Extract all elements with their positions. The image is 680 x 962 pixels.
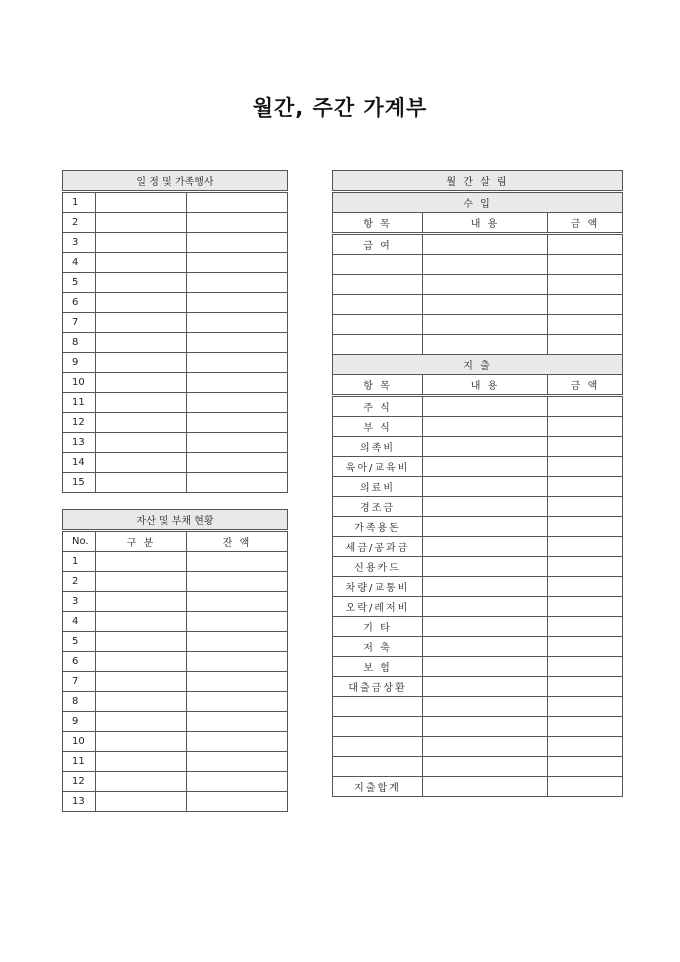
- income-item-label: [333, 275, 423, 295]
- expense-content-cell: [423, 417, 548, 437]
- expense-item-label: 저 축: [333, 637, 423, 657]
- expense-content-cell: [423, 577, 548, 597]
- income-content-cell: [423, 295, 548, 315]
- expense-content-cell: [423, 437, 548, 457]
- assets-category-cell: [96, 792, 187, 812]
- schedule-event-cell: [187, 393, 288, 413]
- monthly-table: [332, 170, 623, 797]
- income-item-label: [333, 335, 423, 355]
- row-number: 6: [63, 652, 96, 672]
- expense-item-label: 주 식: [333, 396, 423, 417]
- expense-amount-cell: [548, 577, 623, 597]
- assets-row: [63, 712, 288, 732]
- schedule-header: 일 정 및 가족행사: [63, 171, 288, 192]
- row-number: 14: [63, 453, 96, 473]
- row-number: 2: [63, 213, 96, 233]
- schedule-date-cell: [96, 273, 187, 293]
- income-item-label: [333, 315, 423, 335]
- expense-content-cell: [423, 497, 548, 517]
- schedule-event-cell: [187, 373, 288, 393]
- schedule-date-cell: [96, 233, 187, 253]
- expense-row: [333, 437, 623, 457]
- schedule-date-cell: [96, 393, 187, 413]
- expense-content-cell: [423, 597, 548, 617]
- row-number: 5: [63, 632, 96, 652]
- schedule-event-cell: [187, 413, 288, 433]
- expense-amount-cell: [548, 777, 623, 797]
- expense-content-cell: [423, 717, 548, 737]
- schedule-event-cell: [187, 333, 288, 353]
- income-row: [333, 255, 623, 275]
- schedule-date-cell: [96, 313, 187, 333]
- schedule-event-cell: [187, 213, 288, 233]
- assets-balance-cell: [187, 612, 288, 632]
- schedule-event-cell: [187, 192, 288, 213]
- assets-category-cell: [96, 632, 187, 652]
- row-number: 12: [63, 772, 96, 792]
- schedule-event-cell: [187, 433, 288, 453]
- expense-row: [333, 497, 623, 517]
- expense-content-cell: [423, 537, 548, 557]
- expense-content-cell: [423, 697, 548, 717]
- assets-category-cell: [96, 652, 187, 672]
- schedule-row: [63, 373, 288, 393]
- expense-item-label: 부 식: [333, 417, 423, 437]
- expense-amount-cell: [548, 657, 623, 677]
- expense-item-label: [333, 757, 423, 777]
- expense-row: [333, 557, 623, 577]
- assets-balance-cell: [187, 632, 288, 652]
- expense-content-cell: [423, 617, 548, 637]
- expense-amount-cell: [548, 757, 623, 777]
- assets-balance-cell: [187, 752, 288, 772]
- income-amount-cell: [548, 315, 623, 335]
- expense-amount-cell: [548, 497, 623, 517]
- expense-item-label: 차량/교통비: [333, 577, 423, 597]
- expense-col-content: 내 용: [423, 375, 548, 396]
- income-row: [333, 275, 623, 295]
- schedule-date-cell: [96, 373, 187, 393]
- schedule-row: [63, 453, 288, 473]
- expense-item-label: 기 타: [333, 617, 423, 637]
- expense-item-label: 신용카드: [333, 557, 423, 577]
- income-content-cell: [423, 315, 548, 335]
- expense-row: [333, 396, 623, 417]
- assets-row: [63, 652, 288, 672]
- schedule-event-cell: [187, 293, 288, 313]
- expense-amount-cell: [548, 537, 623, 557]
- row-number: 6: [63, 293, 96, 313]
- expense-col-item: 항 목: [333, 375, 423, 396]
- expense-amount-cell: [548, 637, 623, 657]
- expense-columns-row: [333, 375, 623, 396]
- expense-item-label: 의족비: [333, 437, 423, 457]
- schedule-date-cell: [96, 192, 187, 213]
- schedule-table: [62, 170, 288, 493]
- assets-category-cell: [96, 572, 187, 592]
- expense-content-cell: [423, 457, 548, 477]
- row-number: 12: [63, 413, 96, 433]
- assets-row: [63, 632, 288, 652]
- row-number: 2: [63, 572, 96, 592]
- schedule-date-cell: [96, 473, 187, 493]
- row-number: 7: [63, 313, 96, 333]
- schedule-date-cell: [96, 253, 187, 273]
- income-row: [333, 234, 623, 255]
- income-content-cell: [423, 275, 548, 295]
- income-row: [333, 315, 623, 335]
- assets-row: [63, 572, 288, 592]
- assets-balance-cell: [187, 772, 288, 792]
- expense-row: [333, 777, 623, 797]
- schedule-row: [63, 192, 288, 213]
- expense-row: [333, 517, 623, 537]
- income-item-label: 급 여: [333, 234, 423, 255]
- assets-balance-cell: [187, 692, 288, 712]
- expense-item-label: [333, 697, 423, 717]
- assets-balance-cell: [187, 672, 288, 692]
- expense-item-label: [333, 737, 423, 757]
- expense-row: [333, 597, 623, 617]
- expense-row: [333, 417, 623, 437]
- row-number: 8: [63, 692, 96, 712]
- schedule-row: [63, 313, 288, 333]
- expense-item-label: 세금/공과금: [333, 537, 423, 557]
- assets-category-cell: [96, 552, 187, 572]
- assets-col-no: No.: [63, 531, 96, 552]
- expense-content-cell: [423, 396, 548, 417]
- assets-header: 자산 및 부채 현황: [63, 510, 288, 531]
- expense-col-amount: 금 액: [548, 375, 623, 396]
- expense-amount-cell: [548, 617, 623, 637]
- expense-item-label: 의료비: [333, 477, 423, 497]
- assets-balance-cell: [187, 652, 288, 672]
- assets-row: [63, 732, 288, 752]
- assets-balance-cell: [187, 572, 288, 592]
- schedule-date-cell: [96, 333, 187, 353]
- assets-row: [63, 792, 288, 812]
- income-row: [333, 335, 623, 355]
- schedule-date-cell: [96, 433, 187, 453]
- expense-row: [333, 617, 623, 637]
- schedule-row: [63, 353, 288, 373]
- schedule-event-cell: [187, 453, 288, 473]
- schedule-event-cell: [187, 473, 288, 493]
- schedule-event-cell: [187, 253, 288, 273]
- assets-row: [63, 772, 288, 792]
- assets-category-cell: [96, 772, 187, 792]
- expense-item-label: 육아/교육비: [333, 457, 423, 477]
- row-number: 9: [63, 353, 96, 373]
- expense-header: 지 출: [333, 355, 623, 375]
- expense-amount-cell: [548, 457, 623, 477]
- income-amount-cell: [548, 275, 623, 295]
- income-content-cell: [423, 234, 548, 255]
- schedule-date-cell: [96, 413, 187, 433]
- row-number: 3: [63, 233, 96, 253]
- expense-content-cell: [423, 477, 548, 497]
- assets-category-cell: [96, 592, 187, 612]
- schedule-row: [63, 253, 288, 273]
- assets-category-cell: [96, 712, 187, 732]
- row-number: 15: [63, 473, 96, 493]
- income-amount-cell: [548, 295, 623, 315]
- expense-amount-cell: [548, 477, 623, 497]
- expense-row: [333, 697, 623, 717]
- expense-content-cell: [423, 757, 548, 777]
- schedule-row: [63, 393, 288, 413]
- assets-category-cell: [96, 692, 187, 712]
- income-col-item: 항 목: [333, 213, 423, 234]
- expense-content-cell: [423, 737, 548, 757]
- assets-row: [63, 612, 288, 632]
- expense-row: [333, 577, 623, 597]
- schedule-date-cell: [96, 353, 187, 373]
- expense-row: [333, 757, 623, 777]
- expense-amount-cell: [548, 597, 623, 617]
- expense-item-label: 가족용돈: [333, 517, 423, 537]
- expense-item-label: 대출금상환: [333, 677, 423, 697]
- expense-header-row: [333, 355, 623, 375]
- row-number: 10: [63, 373, 96, 393]
- assets-row: [63, 752, 288, 772]
- schedule-event-cell: [187, 353, 288, 373]
- row-number: 4: [63, 253, 96, 273]
- assets-balance-cell: [187, 792, 288, 812]
- row-number: 9: [63, 712, 96, 732]
- income-content-cell: [423, 335, 548, 355]
- row-number: 11: [63, 393, 96, 413]
- assets-category-cell: [96, 752, 187, 772]
- expense-item-label: [333, 717, 423, 737]
- page-title: 월간, 주간 가계부: [252, 96, 428, 120]
- schedule-event-cell: [187, 273, 288, 293]
- schedule-row: [63, 213, 288, 233]
- expense-item-label: 지출합계: [333, 777, 423, 797]
- expense-amount-cell: [548, 517, 623, 537]
- assets-row: [63, 672, 288, 692]
- schedule-date-cell: [96, 213, 187, 233]
- monthly-header: 월 간 살 림: [333, 171, 623, 192]
- expense-row: [333, 477, 623, 497]
- row-number: 13: [63, 792, 96, 812]
- expense-item-label: 오락/레저비: [333, 597, 423, 617]
- expense-content-cell: [423, 557, 548, 577]
- assets-col-balance: 잔 액: [187, 531, 288, 552]
- schedule-event-cell: [187, 313, 288, 333]
- row-number: 3: [63, 592, 96, 612]
- schedule-row: [63, 413, 288, 433]
- schedule-row: [63, 233, 288, 253]
- income-item-label: [333, 295, 423, 315]
- schedule-row: [63, 333, 288, 353]
- schedule-event-cell: [187, 233, 288, 253]
- expense-item-label: 경조금: [333, 497, 423, 517]
- expense-content-cell: [423, 777, 548, 797]
- income-content-cell: [423, 255, 548, 275]
- row-number: 1: [63, 552, 96, 572]
- income-col-content: 내 용: [423, 213, 548, 234]
- income-item-label: [333, 255, 423, 275]
- schedule-row: [63, 293, 288, 313]
- expense-content-cell: [423, 637, 548, 657]
- expense-row: [333, 537, 623, 557]
- income-amount-cell: [548, 335, 623, 355]
- expense-amount-cell: [548, 697, 623, 717]
- expense-amount-cell: [548, 396, 623, 417]
- row-number: 5: [63, 273, 96, 293]
- expense-row: [333, 717, 623, 737]
- expense-amount-cell: [548, 717, 623, 737]
- assets-table: [62, 509, 288, 812]
- assets-row: [63, 552, 288, 572]
- expense-content-cell: [423, 677, 548, 697]
- assets-balance-cell: [187, 592, 288, 612]
- schedule-date-cell: [96, 293, 187, 313]
- row-number: 11: [63, 752, 96, 772]
- assets-balance-cell: [187, 732, 288, 752]
- expense-amount-cell: [548, 677, 623, 697]
- row-number: 10: [63, 732, 96, 752]
- expense-amount-cell: [548, 437, 623, 457]
- expense-amount-cell: [548, 417, 623, 437]
- schedule-row: [63, 433, 288, 453]
- expense-content-cell: [423, 657, 548, 677]
- assets-category-cell: [96, 672, 187, 692]
- row-number: 1: [63, 192, 96, 213]
- income-col-amount: 금 액: [548, 213, 623, 234]
- assets-balance-cell: [187, 552, 288, 572]
- assets-balance-cell: [187, 712, 288, 732]
- expense-row: [333, 677, 623, 697]
- assets-col-category: 구 분: [96, 531, 187, 552]
- income-header: 수 입: [333, 192, 623, 213]
- expense-content-cell: [423, 517, 548, 537]
- income-row: [333, 295, 623, 315]
- assets-row: [63, 592, 288, 612]
- schedule-row: [63, 473, 288, 493]
- assets-row: [63, 692, 288, 712]
- expense-amount-cell: [548, 557, 623, 577]
- row-number: 13: [63, 433, 96, 453]
- row-number: 7: [63, 672, 96, 692]
- expense-amount-cell: [548, 737, 623, 757]
- expense-row: [333, 737, 623, 757]
- income-amount-cell: [548, 234, 623, 255]
- expense-row: [333, 637, 623, 657]
- schedule-row: [63, 273, 288, 293]
- expense-row: [333, 457, 623, 477]
- assets-category-cell: [96, 612, 187, 632]
- row-number: 4: [63, 612, 96, 632]
- expense-item-label: 보 험: [333, 657, 423, 677]
- row-number: 8: [63, 333, 96, 353]
- expense-row: [333, 657, 623, 677]
- income-amount-cell: [548, 255, 623, 275]
- assets-category-cell: [96, 732, 187, 752]
- schedule-date-cell: [96, 453, 187, 473]
